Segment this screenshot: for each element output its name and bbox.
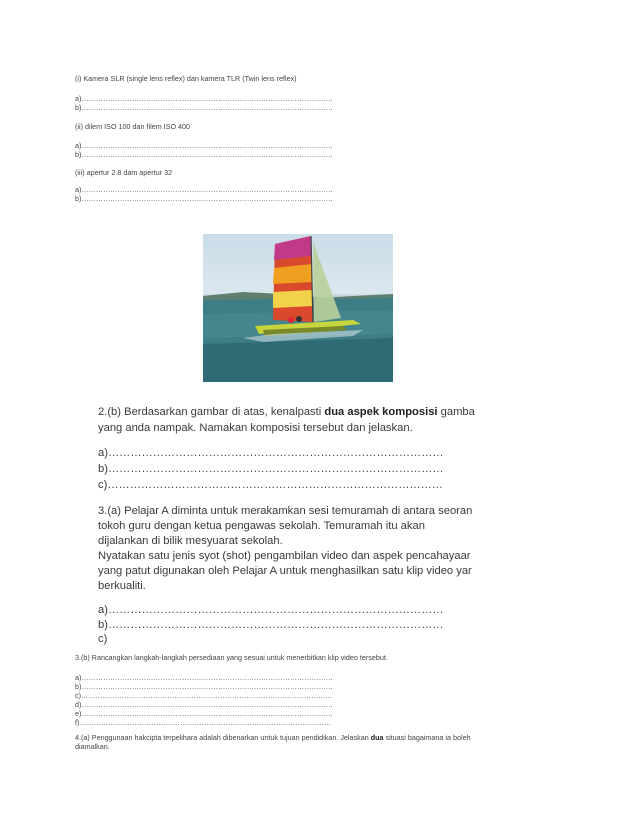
question-ii: (ii) dilem ISO 100 dan filem ISO 400 bbox=[75, 122, 191, 131]
answer-line-ii-b: b)…………………………………………………………………………………………… bbox=[75, 150, 333, 159]
question-i: (i) Kamera SLR (single lens reflex) dan kamera TLR (Twin lens reflex) bbox=[75, 74, 297, 83]
answer-line-iii-a: a)…………………………………………………………………………………………… bbox=[75, 185, 333, 194]
answer-line-3b-b: b)…………………………………………………………………………………………… bbox=[75, 682, 333, 691]
answer-line-2b-a: a)……………………………………………………………………………… bbox=[98, 447, 444, 459]
question-2b-line1: 2.(b) Berdasarkan gambar di atas, kenalpasti dua aspek komposisi gamba bbox=[98, 406, 475, 418]
answer-line-3a-c: c) bbox=[98, 633, 108, 645]
question-3a-line5: yang patut digunakan oleh Pelajar A untuk menghasilkan satu klip video yar bbox=[98, 565, 472, 577]
sailboat-illustration bbox=[203, 234, 393, 382]
question-4a-line2: diamalkan. bbox=[75, 742, 110, 751]
scanned-question-block bbox=[88, 395, 488, 645]
answer-line-3b-c: c)…………………………………………………………………………………………… bbox=[75, 691, 333, 700]
question-iii: (iii) apertur 2.8 dam apertur 32 bbox=[75, 168, 173, 177]
answer-line-i-b: b)…………………………………………………………………………………………… bbox=[75, 103, 333, 112]
answer-line-3b-a: a)…………………………………………………………………………………………… bbox=[75, 673, 333, 682]
answer-line-3a-a: a)……………………………………………………………………………… bbox=[98, 604, 444, 616]
question-3a-line3: dijalankan di bilik mesyuarat sekolah. bbox=[98, 535, 283, 547]
answer-line-2b-c: c)……………………………………………………………………………… bbox=[98, 479, 443, 491]
question-4a-line1: 4.(a) Penggunaan hakcipta terpelihara adalah dibenarkan untuk tujuan pendidikan. Jelaskan dua situasi bagaimana ia boleh bbox=[75, 733, 471, 742]
question-3a-line2: tokoh guru dengan ketua pengawas sekolah. Temuramah itu akan bbox=[98, 520, 425, 532]
answer-line-3b-d: d)…………………………………………………………………………………………… bbox=[75, 700, 333, 709]
answer-line-i-a: a)…………………………………………………………………………………………… bbox=[75, 94, 333, 103]
answer-line-3a-b: b)……………………………………………………………………………… bbox=[98, 619, 444, 631]
question-3a-line4: Nyatakan satu jenis syot (shot) pengambilan video dan aspek pencahayaar bbox=[98, 550, 471, 562]
answer-line-3b-e: e)…………………………………………………………………………………………… bbox=[75, 709, 333, 718]
answer-line-ii-a: a)…………………………………………………………………………………………… bbox=[75, 141, 333, 150]
answer-line-2b-b: b)……………………………………………………………………………… bbox=[98, 463, 444, 475]
answer-line-3b-f: f)…………………………………………………………………………………………… bbox=[75, 718, 331, 727]
sailboat-photo bbox=[203, 234, 393, 382]
question-3a-line6: berkualiti. bbox=[98, 580, 146, 592]
answer-line-iii-b: b)…………………………………………………………………………………………… bbox=[75, 194, 333, 203]
question-3a-line1: 3.(a) Pelajar A diminta untuk merakamkan sesi temuramah di antara seoran bbox=[98, 505, 473, 517]
question-3b: 3.(b) Rancangkan langkah-langkah persediaan yang sesuai untuk menerbitkan klip video tersebut. bbox=[75, 653, 388, 662]
question-2b-line2: yang anda nampak. Namakan komposisi tersebut dan jelaskan. bbox=[98, 422, 413, 434]
